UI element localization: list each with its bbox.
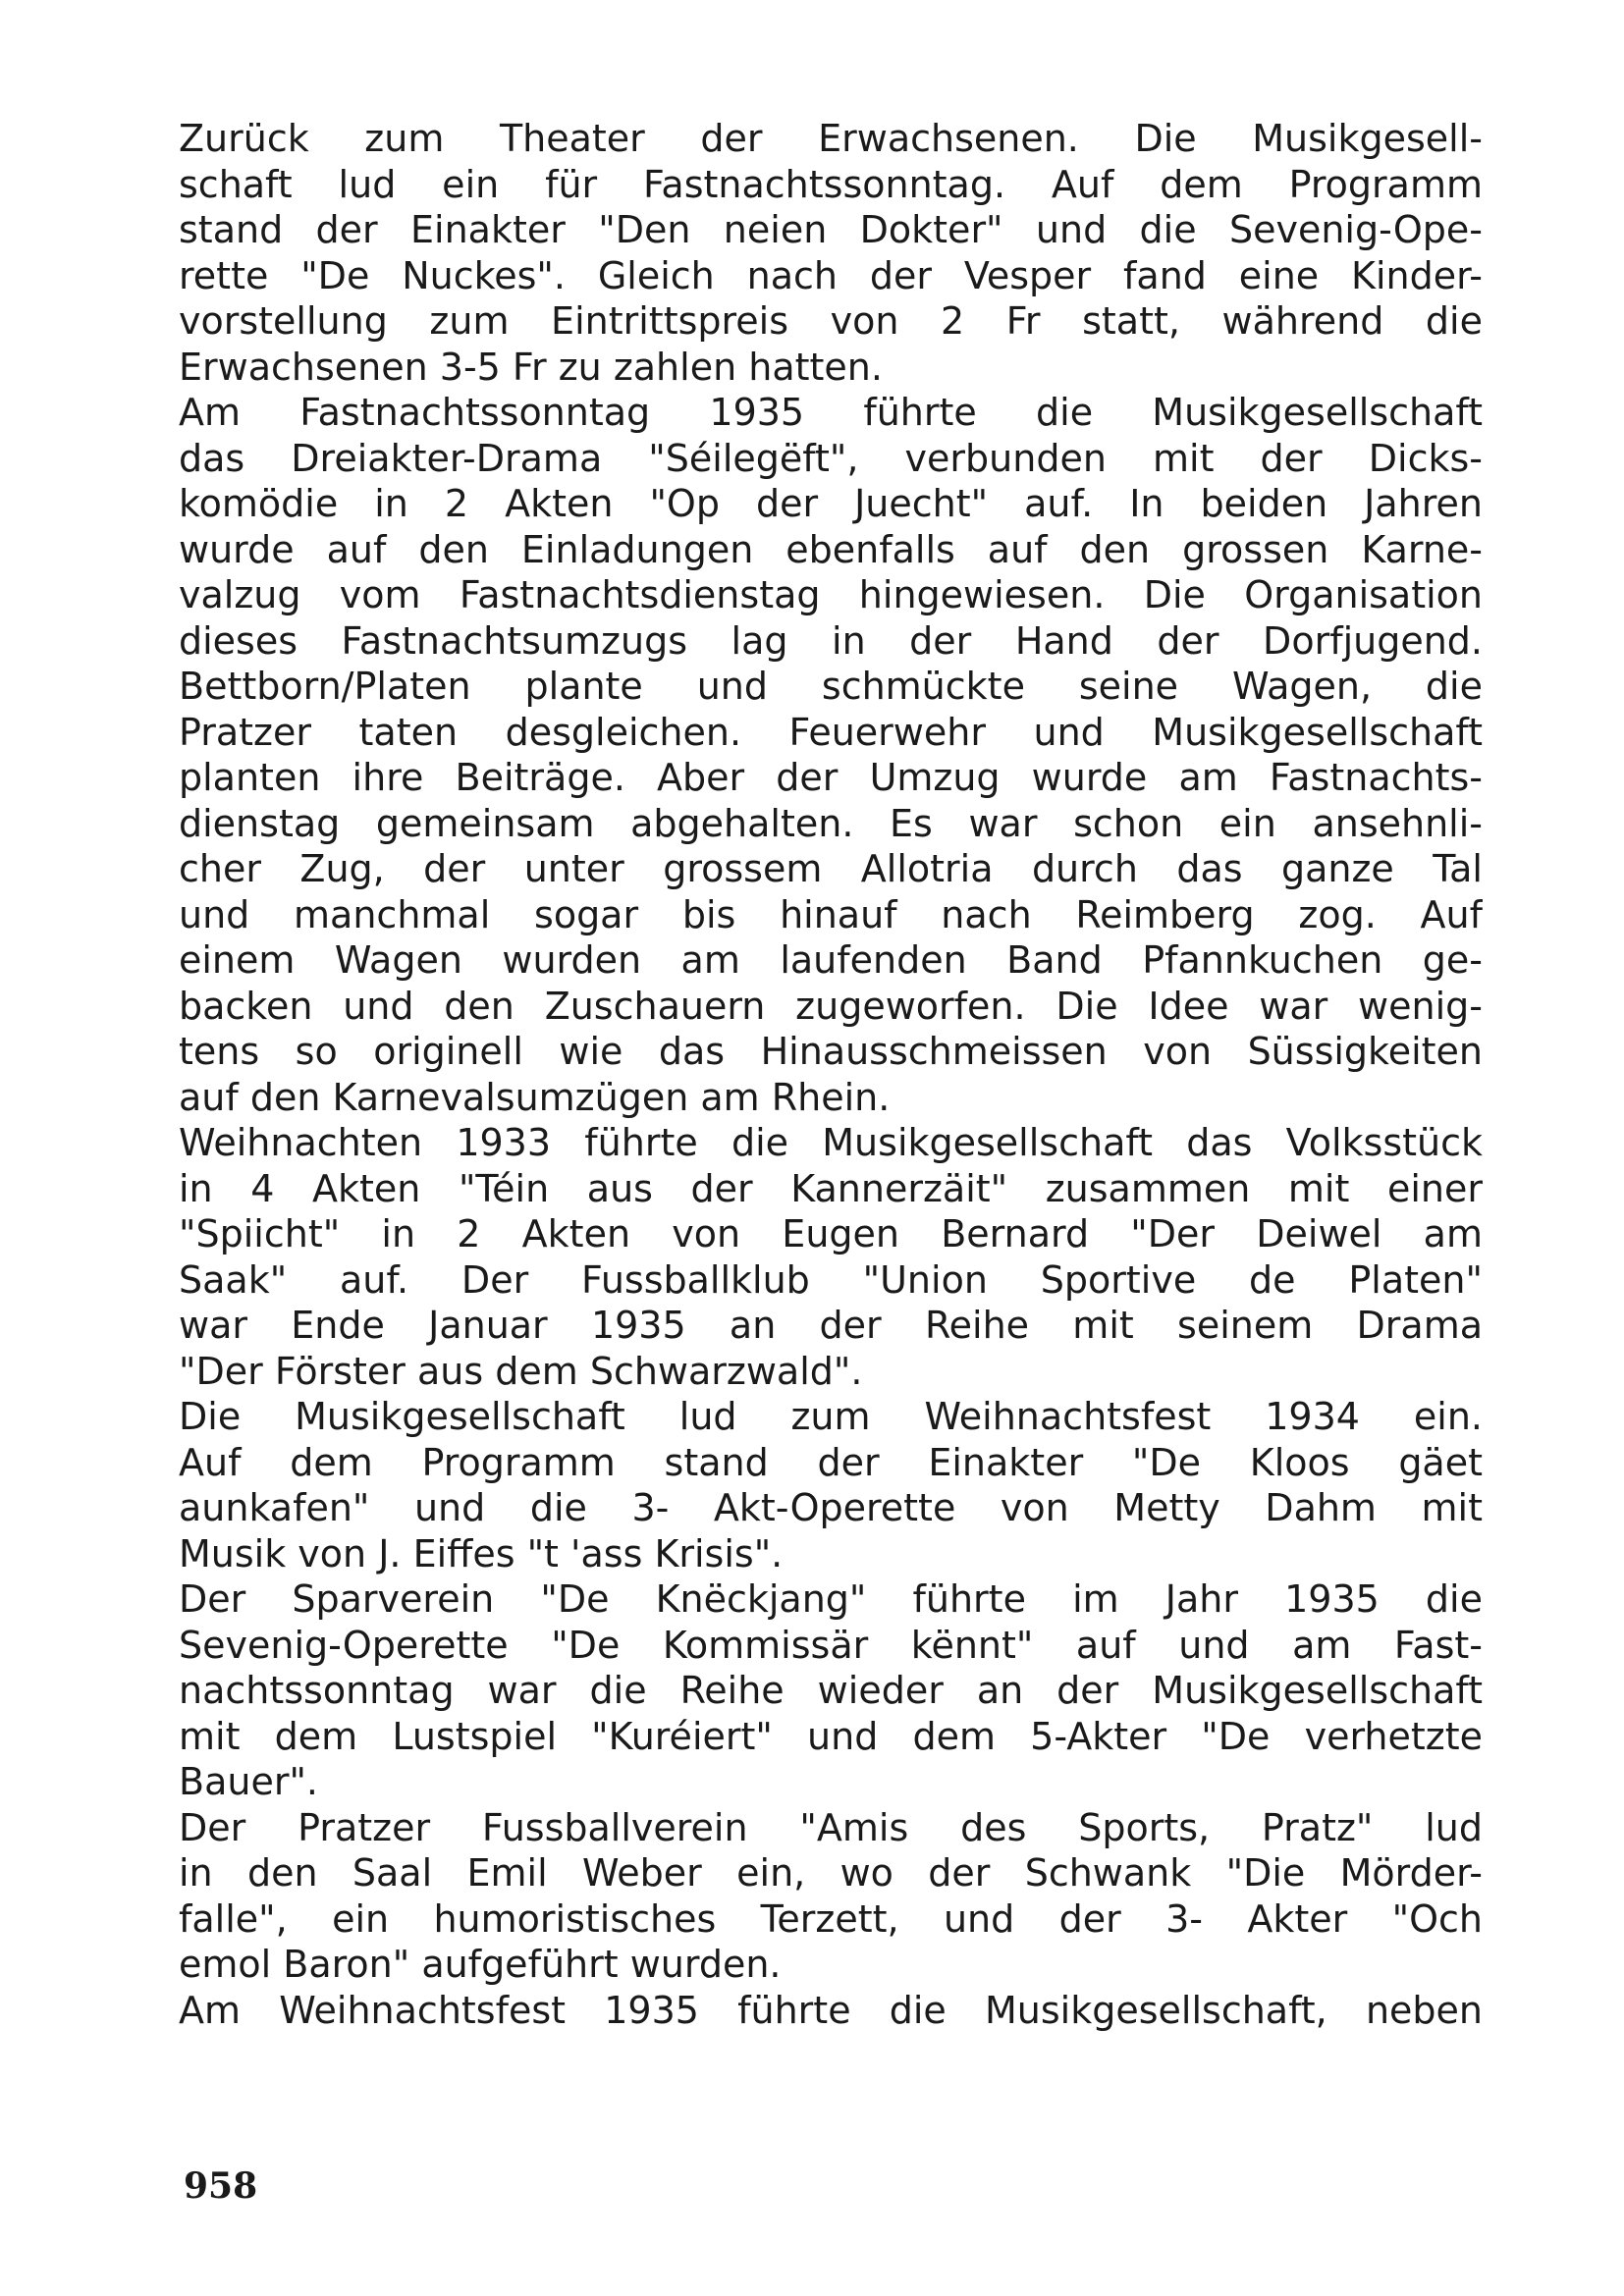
text-line: in den Saal Emil Weber ein, wo der Schwank "Die Mörder-: [179, 1851, 1483, 1895]
text-line: dienstag gemeinsam abgehalten. Es war schon ein ansehnli-: [179, 801, 1483, 845]
text-line: emol Baron" aufgeführt wurden.: [179, 1943, 782, 1986]
text-line: Der Pratzer Fussballverein "Amis des Sports, Pratz" lud: [179, 1805, 1483, 1849]
text-line: Erwachsenen 3-5 Fr zu zahlen hatten.: [179, 345, 883, 389]
text-line: cher Zug, der unter grossem Allotria durch das ganze Tal: [179, 847, 1483, 890]
text-line: Pratzer taten desgleichen. Feuerwehr und Musikgesellschaft: [179, 710, 1483, 754]
text-line: komödie in 2 Akten "Op der Juecht" auf. In beiden Jahren: [179, 482, 1483, 525]
text-line: backen und den Zuschauern zugeworfen. Die Idee war wenig-: [179, 984, 1483, 1028]
text-line: Am Weihnachtsfest 1935 führte die Musikgesellschaft, neben: [179, 1988, 1483, 2032]
text-line: nachtssonntag war die Reihe wieder an der Musikgesellschaft: [179, 1669, 1483, 1712]
text-line: "Spiicht" in 2 Akten von Eugen Bernard "Der Deiwel am: [179, 1212, 1483, 1255]
text-line: Musik von J. Eiffes "t 'ass Krisis".: [179, 1531, 784, 1575]
text-line: vorstellung zum Eintrittspreis von 2 Fr statt, während die: [179, 299, 1483, 343]
text-line: rette "De Nuckes". Gleich nach der Vesper fand eine Kinder-: [179, 253, 1483, 297]
text-line: war Ende Januar 1935 an der Reihe mit seinem Drama: [179, 1304, 1483, 1347]
text-line: stand der Einakter "Den neien Dokter" und die Sevenig-Ope-: [179, 208, 1483, 251]
text-line: dieses Fastnachtsumzugs lag in der Hand der Dorfjugend.: [179, 618, 1483, 663]
text-line: valzug vom Fastnachtsdienstag hingewiesen. Die Organisation: [179, 573, 1483, 616]
text-line: "Der Förster aus dem Schwarzwald".: [179, 1349, 863, 1393]
text-line: Sevenig-Operette "De Kommissär kënnt" auf und am Fast-: [179, 1623, 1483, 1667]
body-text: [179, 116, 1483, 2033]
text-line: planten ihre Beiträge. Aber der Umzug wurde am Fastnachts-: [179, 756, 1483, 799]
page-number: 958: [184, 2165, 258, 2207]
text-line: und manchmal sogar bis hinauf nach Reimberg zog. Auf: [179, 892, 1483, 936]
text-line: Saak" auf. Der Fussballklub "Union Sportive de Platen": [179, 1257, 1483, 1302]
text-line: wurde auf den Einladungen ebenfalls auf den grossen Karne-: [179, 527, 1483, 571]
text-line: Am Fastnachtssonntag 1935 führte die Musikgesellschaft: [179, 391, 1483, 434]
text-line: aunkafen" und die 3- Akt-Operette von Metty Dahm mit: [179, 1486, 1483, 1529]
text-line: Weihnachten 1933 führte die Musikgesellschaft das Volksstück: [179, 1121, 1483, 1164]
text-line: falle", ein humoristisches Terzett, und der 3- Akter "Och: [179, 1896, 1483, 1941]
text-line: schaft lud ein für Fastnachtssonntag. Auf dem Programm: [179, 162, 1483, 206]
text-line: Die Musikgesellschaft lud zum Weihnachtsfest 1934 ein.: [179, 1395, 1483, 1438]
text-line: das Dreiakter-Drama "Séilegëft", verbunden mit der Dicks-: [179, 436, 1483, 480]
text-line: einem Wagen wurden am laufenden Band Pfannkuchen ge-: [179, 938, 1483, 982]
text-line: Auf dem Programm stand der Einakter "De Kloos gäet: [179, 1440, 1483, 1484]
text-line: mit dem Lustspiel "Kuréiert" und dem 5-Akter "De verhetzte: [179, 1714, 1483, 1758]
text-line: in 4 Akten "Téin aus der Kannerzäit" zusammen mit einer: [179, 1166, 1483, 1210]
text-line: Der Sparverein "De Knëckjang" führte im Jahr 1935 die: [179, 1577, 1483, 1621]
text-line: Bettborn/Platen plante und schmückte seine Wagen, die: [179, 665, 1483, 708]
text-line: auf den Karnevalsumzügen am Rhein.: [179, 1075, 891, 1119]
text-line: tens so originell wie das Hinausschmeissen von Süssigkeiten: [179, 1030, 1483, 1073]
text-line: Bauer".: [179, 1760, 318, 1803]
text-line: Zurück zum Theater der Erwachsenen. Die Musikgesell-: [179, 117, 1483, 160]
